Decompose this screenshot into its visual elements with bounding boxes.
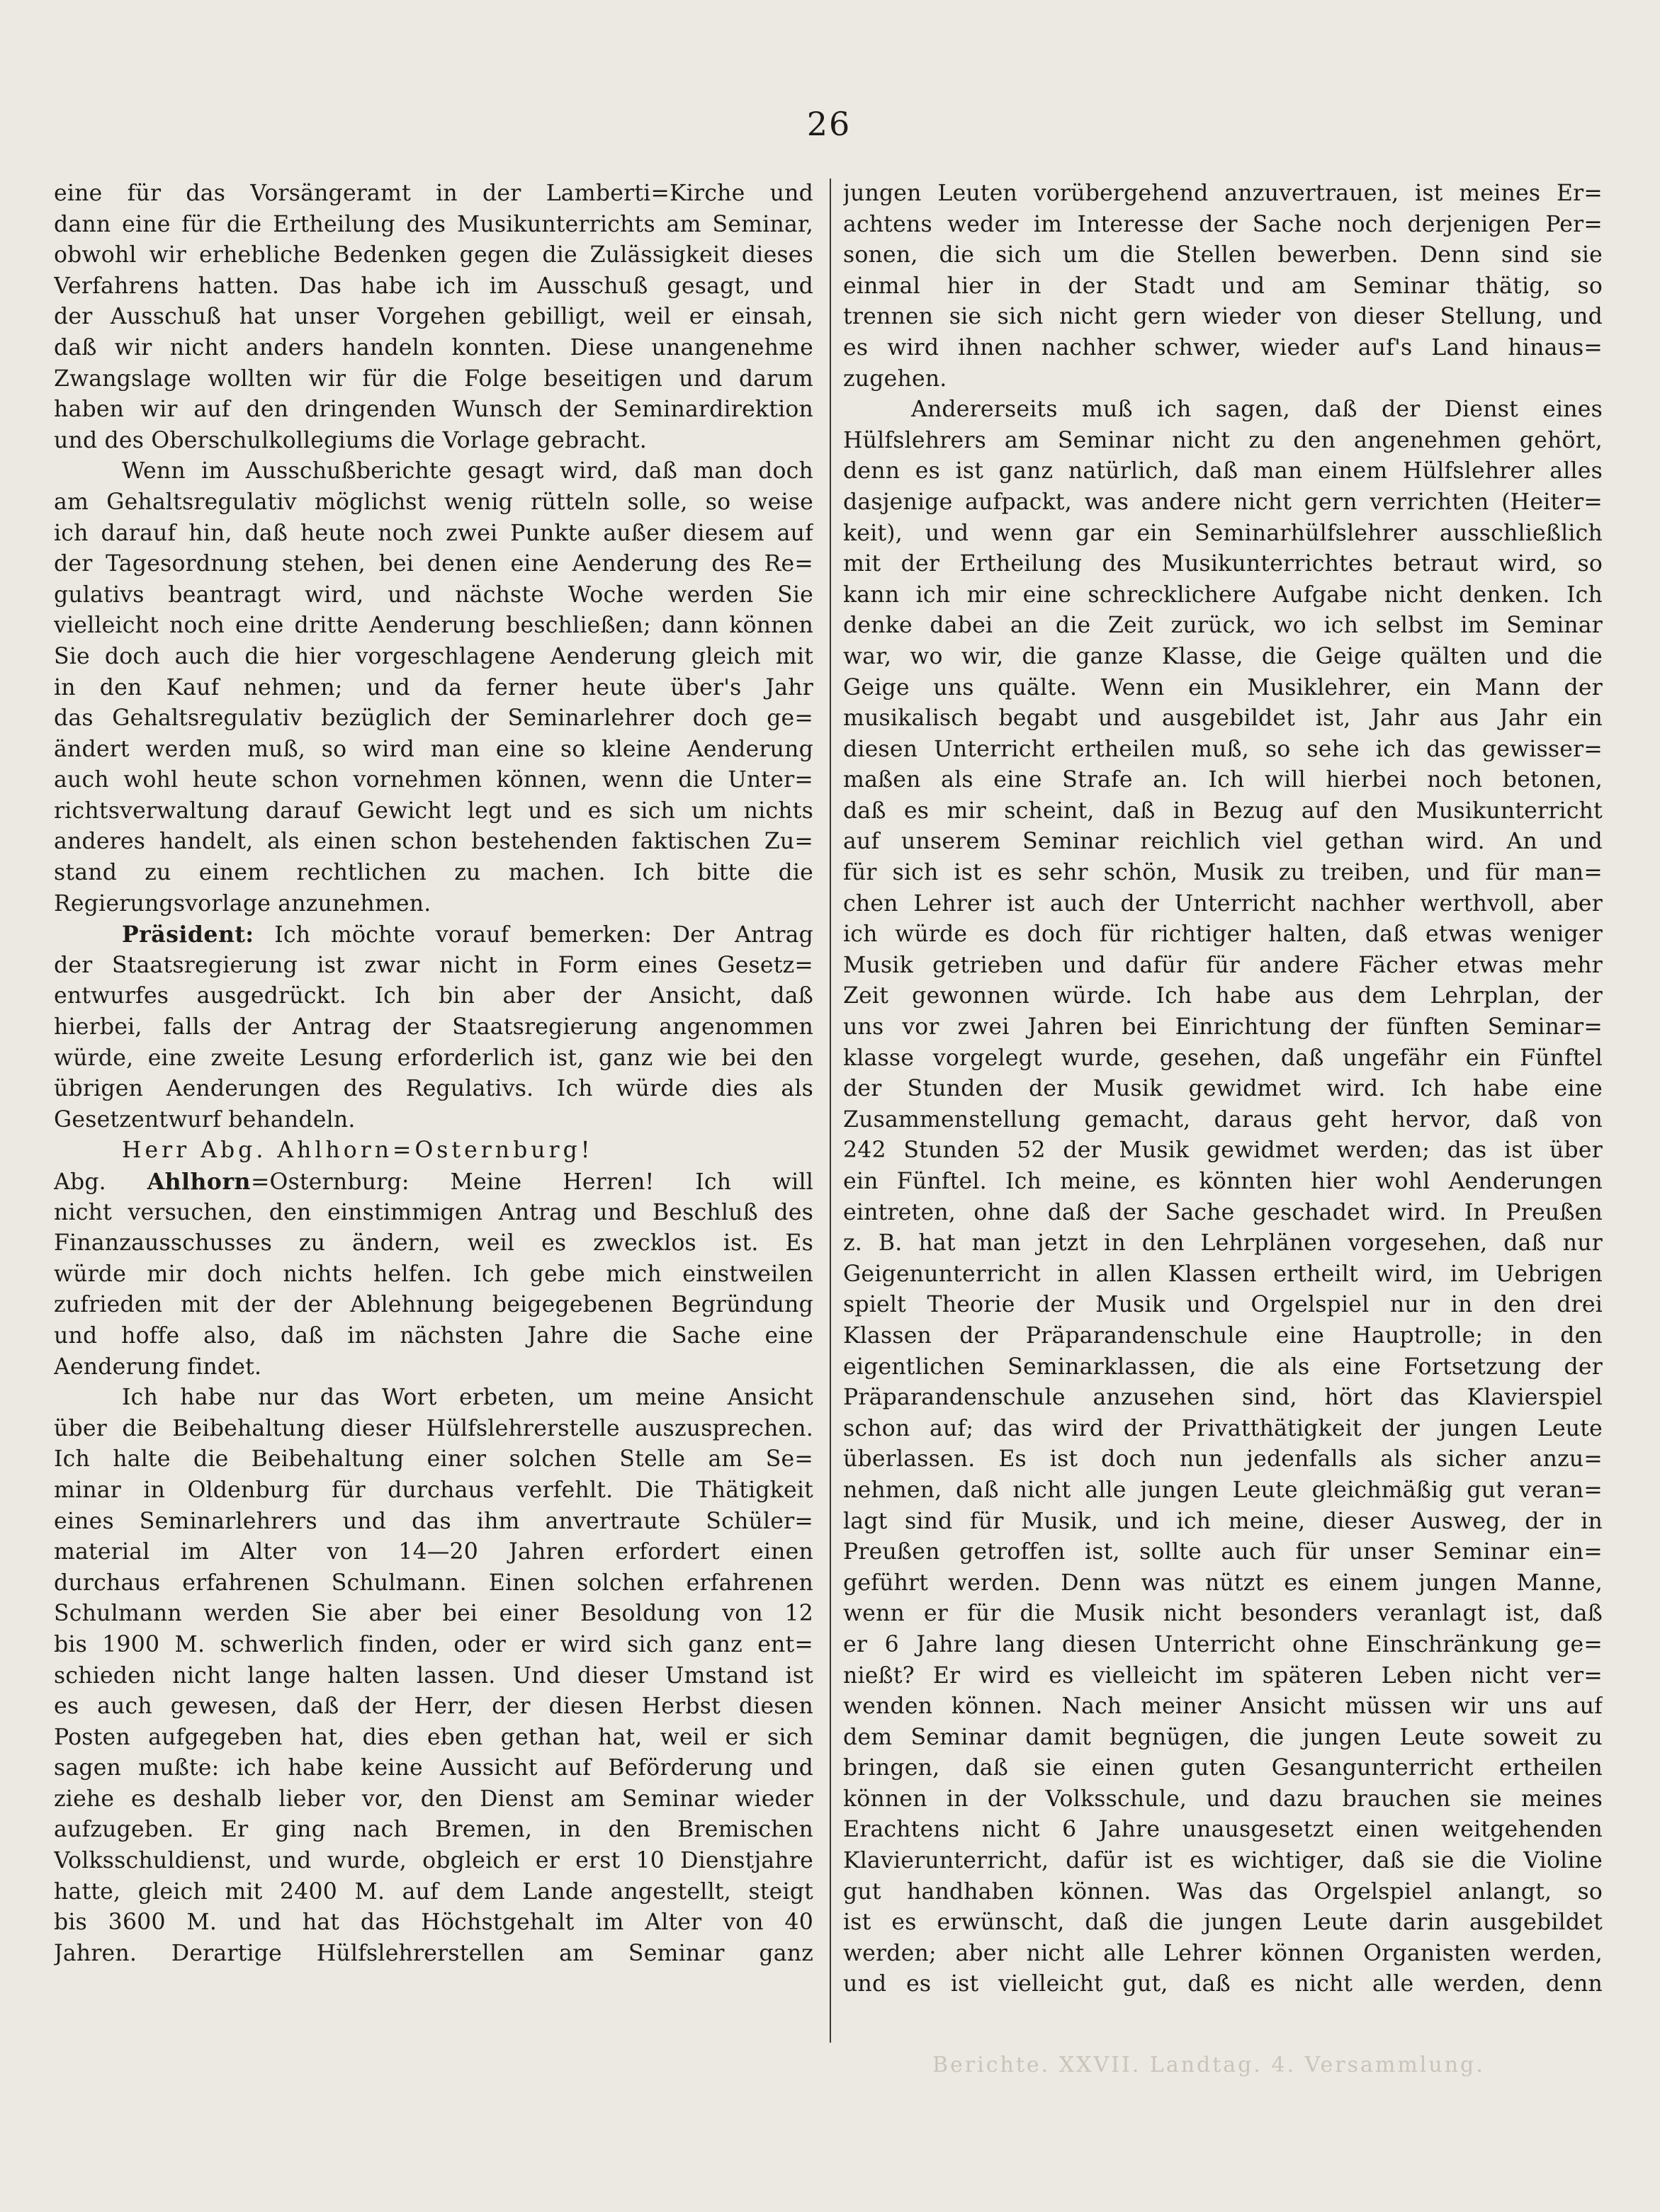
- text-line: [843, 395, 1603, 426]
- text-line: [54, 858, 813, 889]
- line-text: durchaus erfahrenen Schulmann. Einen solchen erfahrenen: [54, 1570, 813, 1596]
- line-text: Finanzausschusses zu ändern, weil es zwecklos ist. Es: [54, 1230, 813, 1257]
- text-line: [843, 919, 1603, 951]
- line-text: Wenn im Ausschußberichte gesagt wird, daß man doch: [122, 458, 813, 484]
- text-line: [54, 1074, 813, 1105]
- line-text: der Stunden der Musik gewidmet wird. Ich habe eine: [843, 1076, 1603, 1102]
- line-text: bringen, daß sie einen guten Gesangunterricht ertheilen: [843, 1755, 1603, 1781]
- line-text: ein Fünftel. Ich meine, es könnten hier wohl Aenderungen: [843, 1169, 1603, 1194]
- line-text: Volksschuldienst, und wurde, obgleich er erst 10 Dienstjahre: [54, 1848, 813, 1874]
- line-text: zufrieden mit der der Ablehnung beigegebenen Begründung: [54, 1292, 813, 1318]
- line-text: übrigen Aenderungen des Regulativs. Ich würde dies als: [54, 1076, 813, 1102]
- line-text: werden; aber nicht alle Lehrer können Organisten werden,: [843, 1940, 1603, 1966]
- line-text: vielleicht noch eine dritte Aenderung beschließen; dann können: [54, 613, 813, 639]
- text-line: [843, 1907, 1603, 1939]
- line-text: ist es erwünscht, daß die jungen Leute darin ausgebildet: [843, 1910, 1603, 1936]
- text-line: [54, 271, 813, 302]
- line-text: Verfahrens hatten. Das habe ich im Ausschuß gesagt, und: [54, 273, 813, 299]
- text-line: [54, 1784, 813, 1815]
- text-line: [843, 1135, 1603, 1167]
- line-text: und es ist vielleicht gut, daß es nicht alle werden, denn: [843, 1971, 1603, 1997]
- text-line: [54, 1507, 813, 1538]
- line-text: ziehe es deshalb lieber vor, den Dienst am Seminar wieder: [54, 1786, 813, 1812]
- text-line: [54, 1444, 813, 1475]
- line-text: diesen Unterricht ertheilen muß, so sehe ich das gewisser=: [843, 736, 1603, 762]
- line-text: Schulmann werden Sie aber bei einer Besoldung von 12: [54, 1601, 813, 1627]
- line-text: Hülfslehrers am Seminar nicht zu den angenehmen gehört,: [843, 427, 1603, 453]
- line-text: am Gehaltsregulativ möglichst wenig rütteln solle, so weise: [54, 489, 813, 515]
- text-line: [843, 1012, 1603, 1043]
- line-text: Geigenunterricht in allen Klassen ertheilt wird, im Uebrigen: [843, 1261, 1603, 1287]
- text-line: [843, 1321, 1603, 1352]
- text-line: [54, 333, 813, 364]
- line-text: sonen, die sich um die Stellen bewerben. Denn sind sie: [843, 242, 1603, 268]
- line-text: gut handhaben können. Was das Orgelspiel anlangt, so: [843, 1878, 1603, 1905]
- line-text: musikalisch begabt und ausgebildet ist, Jahr aus Jahr ein: [843, 705, 1603, 732]
- text-line: [54, 580, 813, 611]
- line-text: und hoffe also, daß im nächsten Jahre die Sache eine: [54, 1322, 813, 1349]
- text-line: [54, 549, 813, 580]
- text-line: [843, 1383, 1603, 1414]
- text-line: [843, 1599, 1603, 1630]
- text-line: [843, 178, 1603, 210]
- line-text: wenden können. Nach meiner Ansicht müssen wir uns auf: [843, 1694, 1603, 1720]
- text-line: [54, 240, 813, 271]
- text-line: [54, 1723, 813, 1754]
- line-text: ändert werden muß, so wird man eine so kleine Aenderung: [54, 736, 813, 762]
- text-line: [843, 735, 1603, 766]
- line-text: sagen mußte: ich habe keine Aussicht auf Beförderung und: [54, 1755, 813, 1781]
- text-line: [843, 549, 1603, 580]
- line-text: hatte, gleich mit 2400 M. auf dem Lande angestellt, steigt: [54, 1878, 813, 1905]
- text-line: [843, 703, 1603, 735]
- line-text: Herr Abg. Ahlhorn=Osternburg!: [122, 1138, 594, 1164]
- text-line: [843, 981, 1603, 1012]
- line-text: klasse vorgelegt wurde, gesehen, daß ungefähr ein Fünftel: [843, 1045, 1603, 1071]
- line-text: trennen sie sich nicht gern wieder von dieser Stellung, und: [843, 304, 1603, 330]
- line-text: chen Lehrer ist auch der Unterricht nachher werthvoll, aber: [843, 890, 1603, 917]
- line-text: Andererseits muß ich sagen, daß der Dienst eines: [911, 397, 1603, 423]
- text-line: [54, 1753, 813, 1784]
- speaker-name: Präsident:: [122, 921, 254, 948]
- line-text: würde mir doch nichts helfen. Ich gebe mich einstweilen: [54, 1261, 813, 1287]
- line-text: Geige uns quälte. Wenn ein Musiklehrer, ein Mann der: [843, 674, 1603, 701]
- text-line: [843, 1167, 1603, 1198]
- line-text: Jahren. Derartige Hülfslehrerstellen am Seminar ganz: [54, 1940, 813, 1966]
- text-line: [843, 1661, 1603, 1692]
- line-text: Zwangslage wollten wir für die Folge beseitigen und darum: [54, 365, 813, 392]
- text-line: [54, 1599, 813, 1630]
- text-line: [54, 1259, 813, 1291]
- text-line: [54, 796, 813, 827]
- text-line: [843, 1074, 1603, 1105]
- line-text: spielt Theorie der Musik und Orgelspiel nur in den drei: [843, 1292, 1603, 1318]
- line-text: entwurfes ausgedrückt. Ich bin aber der Ansicht, daß: [54, 983, 813, 1009]
- line-text: 242 Stunden 52 der Musik gewidmet werden; das ist über: [843, 1138, 1603, 1164]
- line-text: der Staatsregierung ist zwar nicht in Form eines Gesetz=: [54, 952, 813, 978]
- line-text: anderes handelt, als einen schon bestehenden faktischen Zu=: [54, 829, 813, 855]
- text-line: [843, 1568, 1603, 1599]
- line-text: daß es mir scheint, daß in Bezug auf den Musikunterricht: [843, 798, 1603, 824]
- text-line: [54, 1012, 813, 1043]
- line-text: Zusammenstellung gemacht, daraus geht hervor, daß von: [843, 1106, 1603, 1133]
- text-line: [843, 1784, 1603, 1815]
- text-line: [54, 827, 813, 858]
- line-text: keit), und wenn gar ein Seminarhülfslehrer ausschließlich: [843, 520, 1603, 546]
- text-line: [843, 1691, 1603, 1723]
- text-line: [54, 1815, 813, 1846]
- text-line: [54, 178, 813, 210]
- text-line: [843, 271, 1603, 302]
- text-line: [843, 1753, 1603, 1784]
- line-text: Ich habe nur das Wort erbeten, um meine Ansicht: [122, 1385, 813, 1411]
- column-divider: [830, 178, 831, 2043]
- text-line: [54, 487, 813, 518]
- text-line: [843, 1815, 1603, 1846]
- text-line: [54, 1939, 813, 1970]
- text-line: [54, 1414, 813, 1445]
- text-line: [843, 1507, 1603, 1538]
- line-text: richtsverwaltung darauf Gewicht legt und es sich um nichts: [54, 798, 813, 824]
- line-text: gulativs beantragt wird, und nächste Woche werden Sie: [54, 582, 813, 608]
- line-text: für sich ist es sehr schön, Musik zu treiben, und für man=: [843, 860, 1603, 886]
- text-line: [843, 487, 1603, 518]
- line-text: nicht versuchen, den einstimmigen Antrag und Beschluß des: [54, 1199, 813, 1225]
- line-text: er 6 Jahre lang diesen Unterricht ohne Einschränkung ge=: [843, 1631, 1603, 1657]
- text-line: [843, 611, 1603, 642]
- text-line: [54, 1228, 813, 1259]
- line-text: auch wohl heute schon vornehmen können, wenn die Unter=: [54, 767, 813, 793]
- text-line: [54, 364, 813, 395]
- line-text: schieden nicht lange halten lassen. Und dieser Umstand ist: [54, 1662, 813, 1689]
- text-line: [843, 1259, 1603, 1291]
- speaker-prefix: Abg.: [54, 1169, 147, 1195]
- line-text: minar in Oldenburg für durchaus verfehlt. Die Thätigkeit: [54, 1477, 813, 1503]
- line-text: können in der Volksschule, und dazu brauchen sie meines: [843, 1786, 1603, 1812]
- line-text: eines Seminarlehrers und das ihm anvertraute Schüler=: [54, 1508, 813, 1534]
- line-text: Zeit gewonnen würde. Ich habe aus dem Lehrplan, der: [843, 983, 1603, 1009]
- text-line: [54, 951, 813, 982]
- text-line: [54, 1475, 813, 1507]
- text-line: [843, 1444, 1603, 1475]
- line-text: maßen als eine Strafe an. Ich will hierbei noch betonen,: [843, 767, 1603, 793]
- text-line: [843, 1846, 1603, 1877]
- line-text: wenn er für die Musik nicht besonders veranlagt ist, daß: [843, 1601, 1603, 1627]
- text-line: [843, 1969, 1603, 2000]
- text-line: [843, 240, 1603, 271]
- line-text: bis 1900 M. schwerlich finden, oder er wird sich ganz ent=: [54, 1631, 813, 1657]
- text-line: [843, 580, 1603, 611]
- text-line: [843, 951, 1603, 982]
- line-text: Gesetzentwurf behandeln.: [54, 1106, 356, 1133]
- text-line: [843, 426, 1603, 457]
- text-line: [843, 673, 1603, 704]
- line-text: Erachtens nicht 6 Jahre unausgesetzt einen weitgehenden: [843, 1817, 1603, 1843]
- line-text: Präparandenschule anzusehen sind, hört das Klavierspiel: [843, 1385, 1603, 1411]
- text-line: [54, 1568, 813, 1599]
- line-text: Ich halte die Beibehaltung einer solchen Stelle am Se=: [54, 1446, 813, 1473]
- text-line: [54, 1661, 813, 1692]
- text-line: [843, 1939, 1603, 1970]
- text-line: [54, 1537, 813, 1568]
- page-number: 26: [806, 105, 852, 143]
- text-line: [54, 703, 813, 735]
- line-text: Aenderung findet.: [54, 1354, 262, 1380]
- line-text: nießt? Er wird es vielleicht im späteren Leben nicht ver=: [843, 1662, 1603, 1689]
- line-text: achtens weder im Interesse der Sache noch derjenigen Per=: [843, 211, 1603, 237]
- text-line: [843, 333, 1603, 364]
- line-text: denn es ist ganz natürlich, daß man einem Hülfslehrer alles: [843, 458, 1603, 484]
- text-line: [54, 1198, 813, 1229]
- text-line: [843, 364, 1603, 395]
- line-text: ich darauf hin, daß heute noch zwei Punkte außer diesem auf: [54, 520, 813, 546]
- line-text: das Gehaltsregulativ bezüglich der Seminarlehrer doch ge=: [54, 705, 813, 732]
- line-text: Posten aufgegeben hat, dies eben gethan hat, weil er sich: [54, 1724, 813, 1750]
- text-line: [54, 611, 813, 642]
- text-line: [843, 1228, 1603, 1259]
- text-line: [54, 210, 813, 241]
- text-line: [843, 858, 1603, 889]
- line-text: daß wir nicht anders handeln konnten. Diese unangenehme: [54, 334, 813, 361]
- text-line: [54, 1105, 813, 1136]
- line-text: eigentlichen Seminarklassen, die als eine Fortsetzung der: [843, 1354, 1603, 1380]
- line-text: dann eine für die Ertheilung des Musikunterrichts am Seminar,: [54, 211, 813, 237]
- text-line: [54, 1352, 813, 1383]
- text-line: [843, 1414, 1603, 1445]
- text-line: [54, 889, 813, 920]
- bleed-through-footer: Berichte. XXVII. Landtag. 4. Versammlung.: [932, 2053, 1485, 2077]
- line-text: haben wir auf den dringenden Wunsch der Seminardirektion: [54, 397, 813, 423]
- line-text: es wird ihnen nachher schwer, wieder auf's Land hinaus=: [843, 334, 1603, 361]
- line-text: der Tagesordnung stehen, bei denen eine Aenderung des Re=: [54, 551, 813, 577]
- text-line: [54, 1907, 813, 1939]
- text-line: [843, 889, 1603, 920]
- line-text: Klassen der Präparandenschule eine Hauptrolle; in den: [843, 1322, 1603, 1349]
- line-text: Klavierunterricht, dafür ist es wichtiger, daß sie die Violine: [843, 1848, 1603, 1874]
- text-line: [54, 1846, 813, 1877]
- text-line: [54, 919, 813, 951]
- line-text: schon auf; das wird der Privatthätigkeit der jungen Leute: [843, 1415, 1603, 1441]
- text-line: [843, 642, 1603, 673]
- text-line: [54, 1691, 813, 1723]
- text-line: [843, 1043, 1603, 1074]
- line-text: =Osternburg: Meine Herren! Ich will: [250, 1169, 813, 1195]
- text-line: [843, 827, 1603, 858]
- text-line: [843, 1352, 1603, 1383]
- text-line: [843, 302, 1603, 333]
- line-text: in den Kauf nehmen; und da ferner heute über's Jahr: [54, 674, 813, 701]
- text-line: [54, 426, 813, 457]
- text-line: [54, 1167, 813, 1198]
- line-text: ich würde es doch für richtiger halten, daß etwas weniger: [843, 921, 1603, 948]
- line-text: denke dabei an die Zeit zurück, wo ich selbst im Seminar: [843, 613, 1603, 639]
- text-line: [54, 1290, 813, 1321]
- text-line: [843, 1630, 1603, 1661]
- text-line: [54, 981, 813, 1012]
- line-text: einmal hier in der Stadt und am Seminar thätig, so: [843, 273, 1603, 299]
- line-text: hierbei, falls der Antrag der Staatsregierung angenommen: [54, 1014, 813, 1040]
- text-line: [843, 1105, 1603, 1136]
- line-text: dasjenige aufpackt, was andere nicht gern verrichten (Heiter=: [843, 489, 1603, 515]
- line-text: material im Alter von 14—20 Jahren erfordert einen: [54, 1539, 813, 1565]
- text-line: [54, 1383, 813, 1414]
- line-text: stand zu einem rechtlichen zu machen. Ich bitte die: [54, 860, 813, 886]
- line-text: zugehen.: [843, 365, 947, 392]
- text-line: [54, 735, 813, 766]
- text-line: [54, 1135, 813, 1167]
- text-line: [843, 518, 1603, 550]
- line-text: eine für das Vorsängeramt in der Lamberti=Kirche und: [54, 181, 813, 206]
- text-line: [54, 1043, 813, 1074]
- line-text: eintreten, ohne daß der Sache geschadet wird. In Preußen: [843, 1199, 1603, 1225]
- line-text: war, wo wir, die ganze Klasse, die Geige quälten und die: [843, 643, 1603, 669]
- text-line: [843, 796, 1603, 827]
- line-text: dem Seminar damit begnügen, die jungen Leute soweit zu: [843, 1724, 1603, 1750]
- line-text: geführt werden. Denn was nützt es einem jungen Manne,: [843, 1570, 1603, 1596]
- line-text: nehmen, daß nicht alle jungen Leute gleichmäßig gut veran=: [843, 1477, 1603, 1503]
- line-text: kann ich mir eine schrecklichere Aufgabe nicht denken. Ich: [843, 582, 1603, 608]
- text-line: [54, 302, 813, 333]
- right-column: [843, 178, 1603, 2000]
- line-text: Musik getrieben und dafür für andere Fächer etwas mehr: [843, 952, 1603, 978]
- line-text: würde, eine zweite Lesung erforderlich ist, ganz wie bei den: [54, 1045, 813, 1071]
- text-line: [54, 673, 813, 704]
- text-line: [54, 1630, 813, 1661]
- line-text: jungen Leuten vorübergehend anzuvertrauen, ist meines Er=: [843, 181, 1603, 206]
- line-text: es auch gewesen, daß der Herr, der diesen Herbst diesen: [54, 1694, 813, 1720]
- left-column: [54, 178, 813, 1969]
- text-line: [54, 456, 813, 487]
- line-text: der Ausschuß hat unser Vorgehen gebilligt, weil er einsah,: [54, 304, 813, 330]
- text-line: [54, 765, 813, 796]
- line-text: bis 3600 M. und hat das Höchstgehalt im Alter von 40: [54, 1910, 813, 1936]
- line-text: z. B. hat man jetzt in den Lehrplänen vorgesehen, daß nur: [843, 1230, 1603, 1257]
- line-text: Regierungsvorlage anzunehmen.: [54, 890, 431, 917]
- line-text: und des Oberschulkollegiums die Vorlage gebracht.: [54, 427, 647, 453]
- line-text: auf unserem Seminar reichlich viel gethan wird. An und: [843, 829, 1603, 855]
- text-line: [843, 456, 1603, 487]
- text-line: [54, 1321, 813, 1352]
- text-line: [843, 1290, 1603, 1321]
- line-text: Preußen getroffen ist, sollte auch für unser Seminar ein=: [843, 1539, 1603, 1565]
- speaker-name: Ahlhorn: [147, 1169, 251, 1195]
- text-line: [843, 1877, 1603, 1908]
- text-line: [843, 1537, 1603, 1568]
- line-text: über die Beibehaltung dieser Hülfslehrerstelle auszusprechen.: [54, 1415, 813, 1441]
- line-text: Sie doch auch die hier vorgeschlagene Aenderung gleich mit: [54, 643, 813, 669]
- line-text: lagt sind für Musik, und ich meine, dieser Ausweg, der in: [843, 1508, 1603, 1534]
- text-line: [54, 1877, 813, 1908]
- text-line: [843, 1198, 1603, 1229]
- text-line: [843, 1475, 1603, 1507]
- line-text: aufzugeben. Er ging nach Bremen, in den Bremischen: [54, 1817, 813, 1843]
- line-text: mit der Ertheilung des Musikunterrichtes betraut wird, so: [843, 551, 1603, 577]
- text-line: [54, 518, 813, 550]
- line-text: überlassen. Es ist doch nun jedenfalls als sicher anzu=: [843, 1446, 1603, 1473]
- text-line: [843, 765, 1603, 796]
- line-text: Ich möchte vorauf bemerken: Der Antrag: [254, 922, 813, 948]
- line-text: obwohl wir erhebliche Bedenken gegen die Zulässigkeit dieses: [54, 242, 813, 268]
- text-line: [843, 1723, 1603, 1754]
- text-line: [54, 642, 813, 673]
- text-line: [54, 395, 813, 426]
- line-text: uns vor zwei Jahren bei Einrichtung der fünften Seminar=: [843, 1014, 1603, 1040]
- text-line: [843, 210, 1603, 241]
